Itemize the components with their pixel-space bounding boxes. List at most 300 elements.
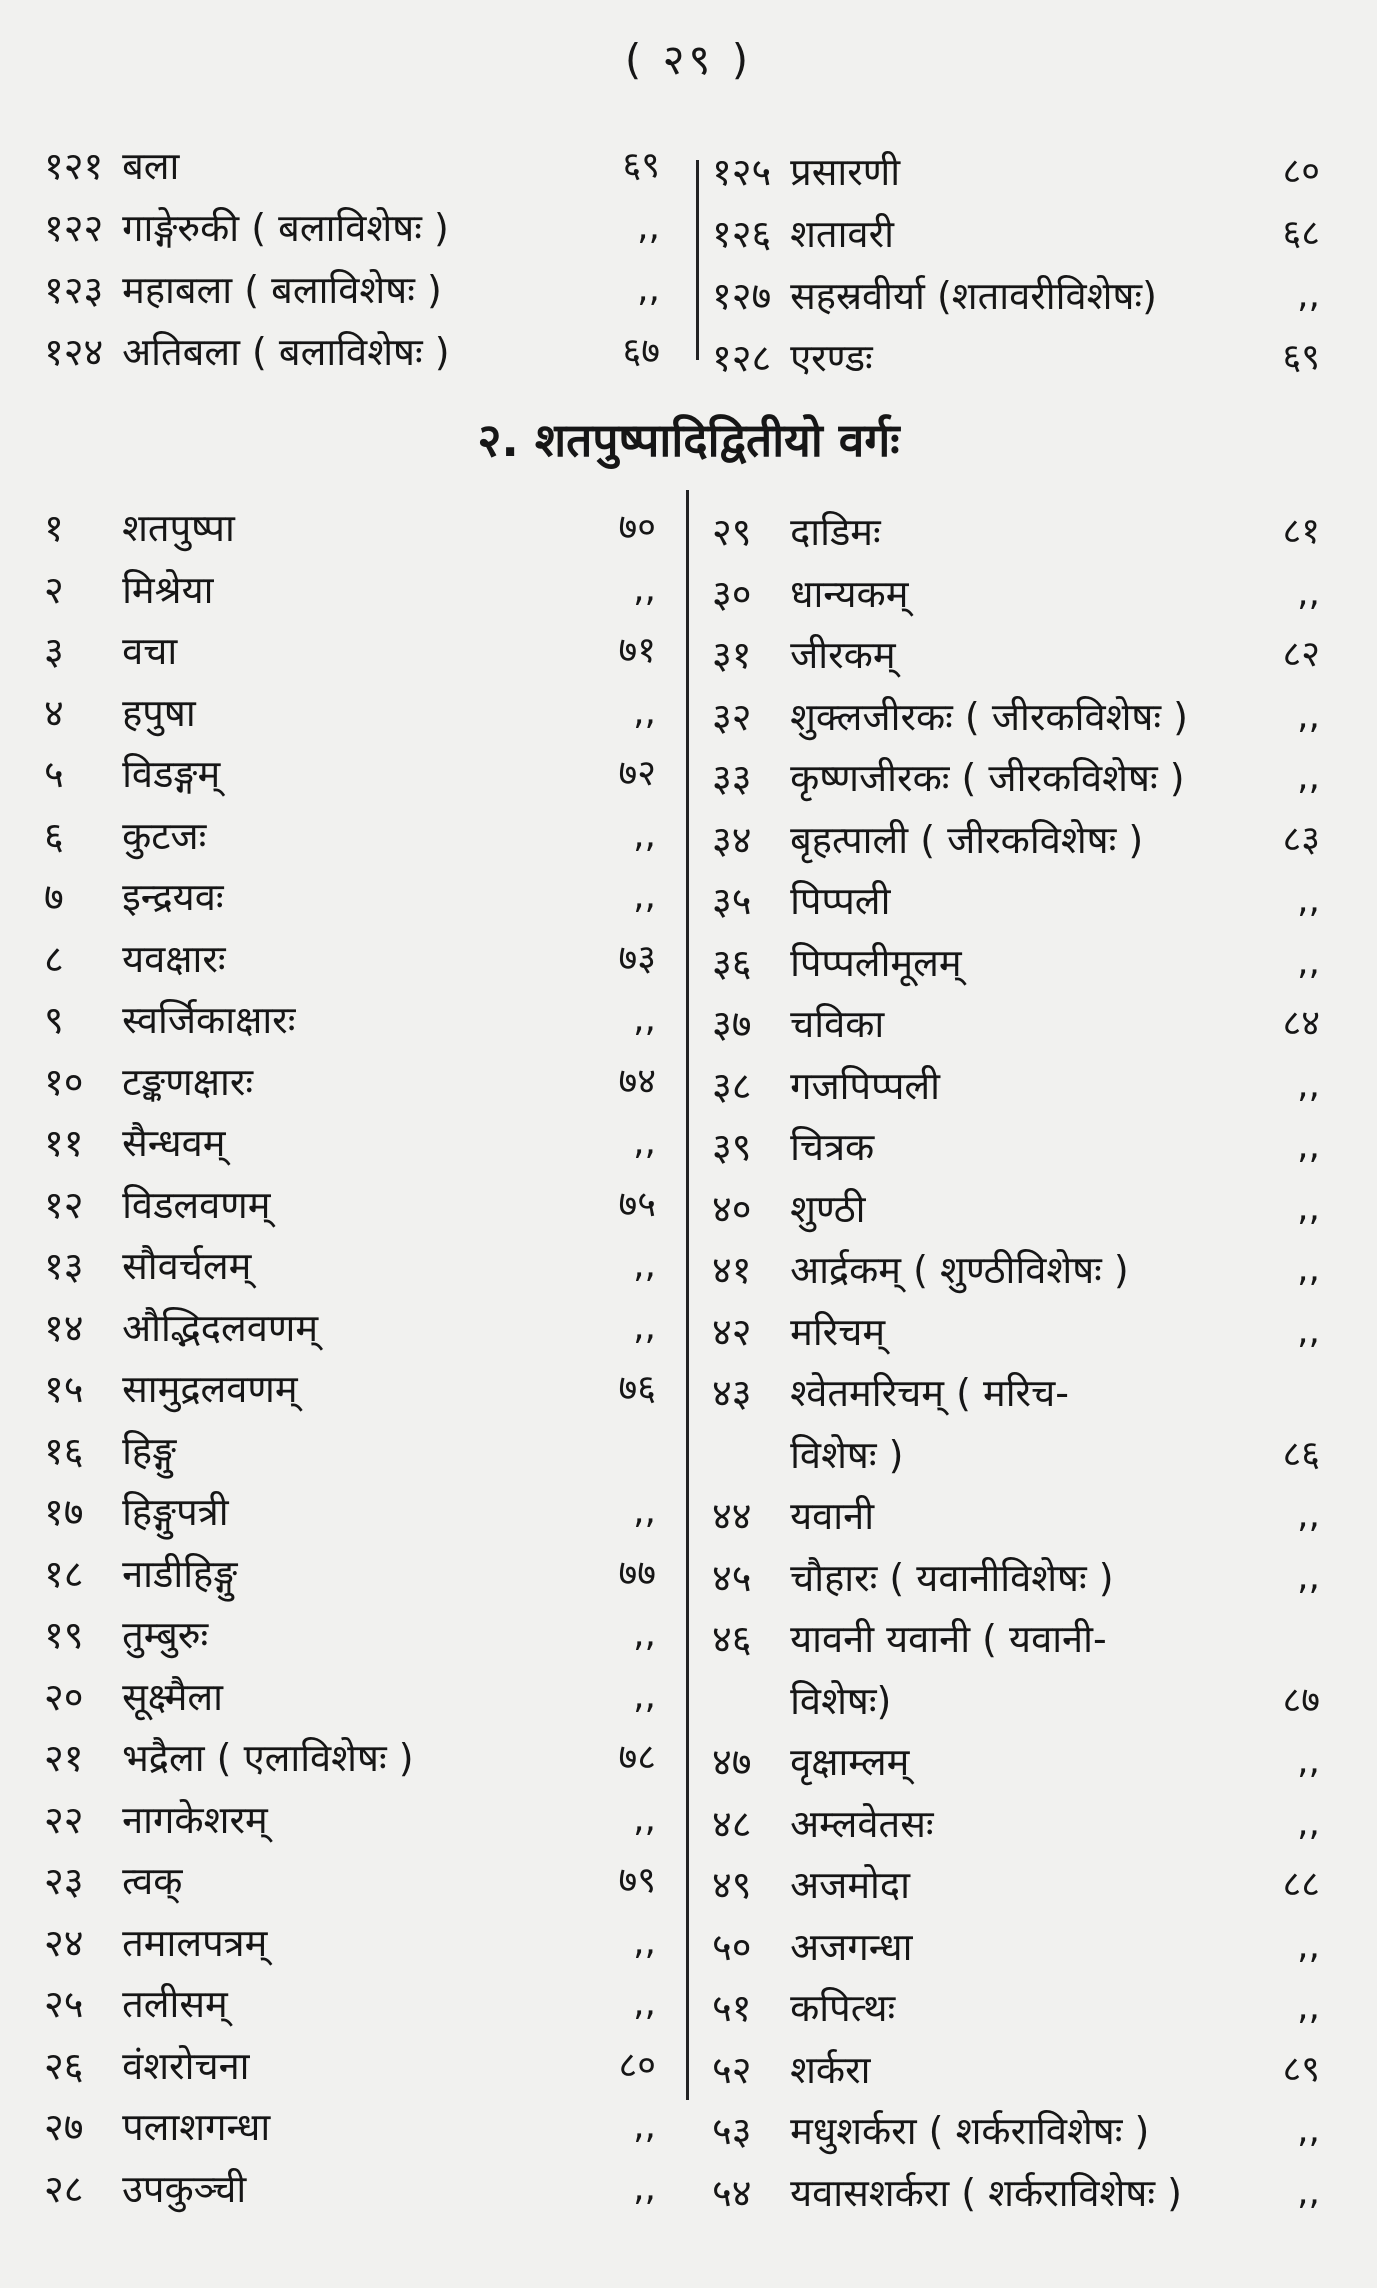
entry-label (712, 693, 1188, 741)
index-entry (712, 1984, 1320, 2040)
entry-number: ३५ (712, 879, 752, 923)
index-entry (44, 873, 656, 929)
index-entry (712, 631, 1320, 687)
index-entry (712, 1369, 1320, 1425)
index-entry (712, 334, 1320, 390)
entry-number: १२७ (712, 274, 772, 318)
entry-number: ३ (44, 629, 64, 673)
entry-number: ४ (44, 690, 64, 735)
entry-number: ४४ (712, 1494, 752, 1538)
entry-number: २६ (44, 2043, 84, 2088)
entry-name: यवानी (790, 1494, 875, 1538)
index-entry (712, 939, 1320, 995)
entry-number: २३ (44, 1859, 84, 1903)
entry-page: ८६ (1282, 1433, 1320, 1475)
entry-number: ४३ (712, 1371, 752, 1415)
entry-page: ८७ (1282, 1679, 1320, 1721)
entry-label (44, 566, 213, 614)
entry-name: एरण्डः (790, 336, 873, 380)
entry-name: कुटजः (122, 813, 207, 858)
entry-label (44, 1427, 176, 1475)
entry-label (712, 1000, 884, 1048)
entry-page: ,, (633, 814, 656, 856)
entry-name: बृहत्पाली ( जीरकविशेषः ) (790, 817, 1144, 862)
entry-number: ४१ (712, 1248, 752, 1292)
entry-name: आर्द्रकम् ( शुण्ठीविशेषः ) (790, 1248, 1129, 1292)
entry-name: अजमोदा (790, 1863, 910, 1907)
entry-label (44, 1734, 414, 1782)
entry-page: ,, (1297, 2171, 1320, 2213)
entry-label (44, 1488, 229, 1536)
index-entry (44, 1365, 656, 1421)
entry-label (712, 1615, 1107, 1663)
index-entry (44, 266, 660, 322)
entry-number: १२१ (44, 144, 104, 188)
entry-number: १२२ (44, 206, 104, 250)
entry-number: ३९ (712, 1125, 752, 1169)
entry-number: १२ (44, 1182, 84, 1227)
entry-label (712, 1123, 874, 1171)
entry-name: जीरकम् (790, 633, 896, 677)
entry-number: १९ (44, 1613, 84, 1657)
entry-number: १२५ (712, 150, 772, 194)
entry-page: ७२ (618, 753, 656, 794)
entry-label (712, 1308, 885, 1356)
index-entry (44, 2165, 656, 2221)
entry-label (44, 1365, 298, 1413)
entry-label (712, 1923, 912, 1971)
index-entry (44, 935, 656, 991)
entry-page: ८९ (1282, 2048, 1320, 2090)
entry-label (712, 1738, 909, 1786)
entry-label (712, 816, 1143, 864)
entry-page: ,, (633, 2167, 656, 2209)
entry-number: ७ (44, 875, 64, 919)
entry-label (712, 754, 1185, 802)
entry-page: ,, (633, 568, 656, 610)
entry-name: त्वक् (122, 1859, 183, 1903)
entry-page: ,, (1297, 1741, 1320, 1782)
entry-page: ७८ (618, 1737, 656, 1778)
entry-name: गाङ्गेरुकी ( बलाविशेषः ) (122, 206, 449, 250)
entry-page: ,, (633, 1983, 656, 2024)
entry-name: कृष्णजीरकः ( जीरकविशेषः ) (790, 756, 1185, 800)
entry-label (44, 2165, 246, 2213)
index-entry (44, 1919, 656, 1975)
entry-number: ५४ (712, 2170, 752, 2215)
entry-page: ,, (1297, 880, 1320, 921)
entry-name: चौहारः ( यवानीविशेषः ) (790, 1555, 1114, 1600)
entry-page: ,, (633, 876, 656, 917)
entry-name: पिप्पली (790, 879, 891, 923)
entry-page: ७० (618, 507, 656, 548)
entry-label (712, 1677, 891, 1725)
entry-name: कपित्थः (790, 1986, 896, 2030)
entry-name: दाडिमः (790, 510, 881, 554)
entry-label (44, 627, 177, 675)
page-number: ( २९ ) (624, 35, 753, 84)
entry-number: ५१ (712, 1986, 752, 2030)
entry-number: १३ (44, 1244, 84, 1288)
entry-number: ४९ (712, 1863, 752, 1907)
entry-label (712, 1861, 910, 1909)
entry-number: १७ (44, 1490, 84, 1534)
entry-label (712, 631, 896, 679)
entry-number: १२४ (44, 330, 104, 374)
entry-name: चित्रक (790, 1125, 875, 1169)
entry-label (44, 504, 235, 552)
entry-label (44, 1796, 268, 1844)
index-entry (44, 1119, 656, 1175)
index-entry (712, 1554, 1320, 1610)
entry-name: स्वर्जिकाक्षारः (122, 998, 296, 1042)
entry-label (44, 1304, 318, 1352)
entry-page: ७९ (618, 1860, 656, 1901)
index-entry (712, 693, 1320, 749)
entry-name: अजगन्धा (790, 1924, 913, 1969)
entry-label (44, 1550, 237, 1598)
entry-page: ,, (1297, 275, 1320, 316)
entry-page: ,, (633, 1245, 656, 1286)
index-entry (44, 1181, 656, 1237)
index-entry (712, 1492, 1320, 1548)
entry-name: टङ्कणक्षारः (122, 1059, 254, 1104)
entry-page: ,, (633, 691, 656, 733)
entry-name: वंशरोचना (122, 2043, 250, 2088)
index-entry (44, 504, 656, 560)
entry-number: ५२ (712, 2047, 752, 2092)
section-heading: २. शतपुष्पादिद्वितीयो वर्गः (477, 413, 900, 467)
entry-label (44, 1980, 228, 2028)
index-entry (712, 1308, 1320, 1364)
entry-number: ३७ (712, 1002, 752, 1046)
entry-page: ,, (633, 1798, 656, 1840)
entry-name: महाबला ( बलाविशेषः ) (122, 268, 442, 312)
entry-number: ३६ (712, 940, 752, 985)
column-divider-main (686, 490, 689, 2100)
entry-name: चविका (790, 1002, 885, 1046)
entry-page: ,, (633, 1921, 656, 1963)
entry-name: यवक्षारः (122, 936, 226, 981)
entry-number: २९ (712, 510, 752, 554)
entry-label (44, 996, 295, 1044)
entry-page: ७५ (618, 1183, 656, 1225)
index-entry (44, 1242, 656, 1298)
entry-name: शुण्ठी (790, 1186, 866, 1231)
entry-number: १८ (44, 1551, 84, 1596)
entry-name: वृक्षाम्लम् (790, 1740, 910, 1784)
entry-number: १ (44, 506, 64, 550)
entry-number: ८ (44, 936, 64, 981)
index-entry (712, 570, 1320, 626)
entry-page: ,, (1297, 1556, 1320, 1598)
entry-number: ३१ (712, 633, 752, 677)
entry-page: ८३ (1282, 818, 1320, 860)
entry-name: मधुशर्करा ( शर्कराविशेषः ) (790, 2109, 1150, 2153)
entry-label (712, 2107, 1149, 2155)
entry-label (44, 1611, 208, 1659)
entry-page: ,, (1297, 1064, 1320, 1106)
index-entry (44, 1673, 656, 1729)
entry-label (712, 1554, 1114, 1602)
index-entry (712, 1615, 1320, 1671)
entry-page: ७३ (618, 937, 656, 979)
index-entry (44, 1427, 656, 1483)
entry-name: नागकेशरम् (122, 1797, 268, 1842)
index-entry (44, 566, 656, 622)
entry-page: ,, (1297, 1987, 1320, 2028)
entry-name: मरिचम् (790, 1309, 886, 1354)
entry-number: २० (44, 1674, 84, 1719)
entry-name: उपकुञ्ची (122, 2166, 247, 2211)
entry-number: १२३ (44, 268, 104, 312)
entry-number: १२८ (712, 336, 772, 380)
index-entry (712, 1185, 1320, 1241)
entry-name: बला (122, 144, 180, 188)
entry-label (712, 877, 890, 925)
entry-number: ५३ (712, 2109, 752, 2153)
entry-label (44, 328, 450, 376)
entry-number: १४ (44, 1305, 84, 1350)
index-entry (44, 1550, 656, 1606)
index-entry (44, 1980, 656, 2036)
entry-number: २ (44, 567, 64, 612)
entry-number: २४ (44, 1920, 84, 1965)
entry-name: यवासशर्करा ( शर्कराविशेषः ) (790, 2170, 1182, 2215)
entry-name: विशेषः ) (790, 1432, 904, 1477)
index-entry (44, 2103, 656, 2159)
entry-name: तलीसम् (122, 1982, 228, 2026)
entry-page: ८८ (1282, 1864, 1320, 1905)
entry-label (44, 689, 196, 737)
entry-name: हपुषा (122, 690, 196, 735)
entry-name: विडङ्गम् (122, 752, 221, 796)
entry-page: ८२ (1282, 634, 1320, 675)
entry-number: १० (44, 1059, 84, 1104)
entry-number: ३८ (712, 1063, 752, 1108)
entry-label (44, 1242, 251, 1290)
index-entry (712, 754, 1320, 810)
entry-name: धान्यकम् (790, 571, 909, 616)
entry-page: ,, (1297, 1187, 1320, 1229)
entry-label (712, 334, 873, 382)
entry-number: ५ (44, 752, 64, 796)
index-entry (44, 689, 656, 745)
entry-name: हिङ्गु (122, 1428, 177, 1473)
index-entry (44, 1796, 656, 1852)
entry-name: हिङ्गुपत्री (122, 1490, 229, 1534)
entry-label (44, 1673, 223, 1721)
entry-label (712, 1431, 903, 1479)
entry-name: विशेषः) (790, 1678, 892, 1723)
entry-label (712, 1369, 1069, 1417)
entry-page: ,, (1297, 695, 1320, 737)
index-entry (44, 1488, 656, 1544)
entry-number: ११ (44, 1121, 84, 1165)
entry-number: ४८ (712, 1801, 752, 1846)
index-entry (712, 1800, 1320, 1856)
entry-page: ,, (633, 999, 656, 1040)
entry-page: ८० (618, 2044, 656, 2086)
entry-name: गजपिप्पली (790, 1063, 941, 1108)
entry-page: ७१ (618, 630, 656, 671)
index-entry (712, 2046, 1320, 2102)
entry-page: ६९ (1282, 337, 1320, 378)
entry-page: ७४ (618, 1060, 656, 1102)
index-entry (712, 1738, 1320, 1794)
entry-number: २५ (44, 1982, 84, 2026)
entry-name: प्रसारणी (790, 150, 901, 194)
entry-label (712, 272, 1157, 320)
entry-page: ,, (1297, 757, 1320, 798)
index-entry (44, 627, 656, 683)
entry-number: ३२ (712, 694, 752, 739)
entry-label (44, 1919, 267, 1967)
entry-name: शुक्लजीरकः ( जीरकविशेषः ) (790, 694, 1188, 739)
entry-label (712, 1800, 934, 1848)
entry-label (44, 204, 449, 252)
entry-page: ६९ (622, 145, 660, 186)
entry-page: ,, (1297, 1310, 1320, 1352)
index-entry (44, 812, 656, 868)
entry-name: इन्द्रयवः (122, 875, 224, 919)
entry-page: ,, (637, 269, 660, 310)
entry-name: शतावरी (790, 212, 894, 256)
entry-label (712, 939, 962, 987)
index-entry (712, 1677, 1320, 1733)
entry-label (44, 2042, 250, 2090)
entry-name: तमालपत्रम् (122, 1920, 268, 1965)
entry-label (712, 1984, 895, 2032)
entry-page: ,, (633, 1122, 656, 1163)
index-entry (712, 148, 1320, 204)
index-entry (44, 1304, 656, 1360)
entry-name: नाडीहिङ्गु (122, 1551, 238, 1596)
entry-page: ७६ (618, 1368, 656, 1409)
entry-label (712, 2046, 871, 2094)
entry-page: ,, (1297, 1925, 1320, 1967)
index-entry (712, 816, 1320, 872)
entry-label (44, 1058, 253, 1106)
entry-number: १५ (44, 1367, 84, 1411)
entry-page: ७७ (618, 1552, 656, 1594)
index-entry (44, 142, 660, 198)
entry-name: सहस्रवीर्या (शतावरीविशेषः) (790, 274, 1157, 318)
entry-page: ,, (637, 207, 660, 248)
entry-label (712, 148, 900, 196)
entry-number: १२६ (712, 212, 772, 256)
entry-label (712, 2169, 1182, 2217)
entry-name: सैन्धवम् (122, 1121, 226, 1165)
entry-label (44, 812, 206, 860)
entry-name: शर्करा (790, 2047, 871, 2092)
entry-number: २८ (44, 2166, 84, 2211)
entry-page: ,, (1297, 2110, 1320, 2151)
entry-page: ,, (1297, 1495, 1320, 1536)
entry-number: १६ (44, 1428, 84, 1473)
entry-page: ८१ (1282, 511, 1320, 552)
entry-page: ,, (1297, 572, 1320, 614)
index-entry (712, 272, 1320, 328)
entry-page: ,, (633, 1306, 656, 1348)
index-entry (712, 1861, 1320, 1917)
entry-name: सौवर्चलम् (122, 1244, 252, 1288)
entry-label (44, 1857, 182, 1905)
entry-number: २१ (44, 1736, 84, 1780)
index-entry (44, 328, 660, 384)
entry-number: ४६ (712, 1617, 752, 1661)
entry-name: सामुद्रलवणम् (122, 1367, 298, 1411)
index-entry (44, 204, 660, 260)
index-entry (712, 1123, 1320, 1179)
entry-name: अतिबला ( बलाविशेषः ) (122, 330, 450, 374)
index-entry (712, 2169, 1320, 2225)
entry-name: पिप्पलीमूलम् (790, 940, 962, 985)
entry-name: श्वेतमरिचम् ( मरिच- (790, 1371, 1069, 1415)
entry-label (44, 750, 220, 798)
entry-page: ,, (633, 2106, 656, 2147)
entry-page: ६८ (1282, 213, 1320, 254)
entry-page: ,, (633, 1675, 656, 1717)
entry-page: ८० (1282, 151, 1320, 192)
index-entry (44, 2042, 656, 2098)
entry-page: ८४ (1282, 1003, 1320, 1044)
entry-name: मिश्रेया (122, 567, 214, 612)
entry-name: सूक्ष्मैला (122, 1674, 224, 1719)
entry-label (712, 1492, 874, 1540)
entry-name: यावनी यवानी ( यवानी- (790, 1617, 1107, 1661)
entry-number: ५० (712, 1924, 752, 1969)
column-divider-top (696, 160, 699, 360)
entry-name: वचा (122, 629, 178, 673)
index-entry (712, 1062, 1320, 1118)
entry-number: ४५ (712, 1555, 752, 1600)
entry-name: पलाशगन्धा (122, 2105, 271, 2149)
entry-label (712, 570, 908, 618)
entry-label (44, 1181, 270, 1229)
entry-number: ४० (712, 1186, 752, 1231)
entry-number: ४७ (712, 1740, 752, 1784)
entry-page: ,, (1297, 1802, 1320, 1844)
entry-number: ३० (712, 571, 752, 616)
index-entry (44, 996, 656, 1052)
index-entry (44, 1058, 656, 1114)
index-entry (712, 1246, 1320, 1302)
entry-label (44, 2103, 270, 2151)
entry-number: ३४ (712, 817, 752, 862)
entry-number: ६ (44, 813, 64, 858)
entry-label (712, 508, 881, 556)
entry-number: २२ (44, 1797, 84, 1842)
entry-name: भद्रैला ( एलाविशेषः ) (122, 1736, 414, 1780)
index-entry (44, 750, 656, 806)
entry-label (44, 873, 224, 921)
entry-page: ६७ (622, 331, 660, 372)
index-entry (44, 1611, 656, 1667)
entry-label (712, 1246, 1129, 1294)
entry-label (44, 142, 179, 190)
entry-number: ३३ (712, 756, 752, 800)
index-entry (712, 2107, 1320, 2163)
index-entry (712, 877, 1320, 933)
entry-number: २७ (44, 2105, 84, 2149)
entry-name: अम्लवेतसः (790, 1801, 934, 1846)
index-entry (44, 1734, 656, 1790)
entry-name: औद्भिदलवणम् (122, 1305, 319, 1350)
entry-page: ,, (1297, 1126, 1320, 1167)
entry-label (712, 1062, 940, 1110)
entry-label (44, 266, 442, 314)
